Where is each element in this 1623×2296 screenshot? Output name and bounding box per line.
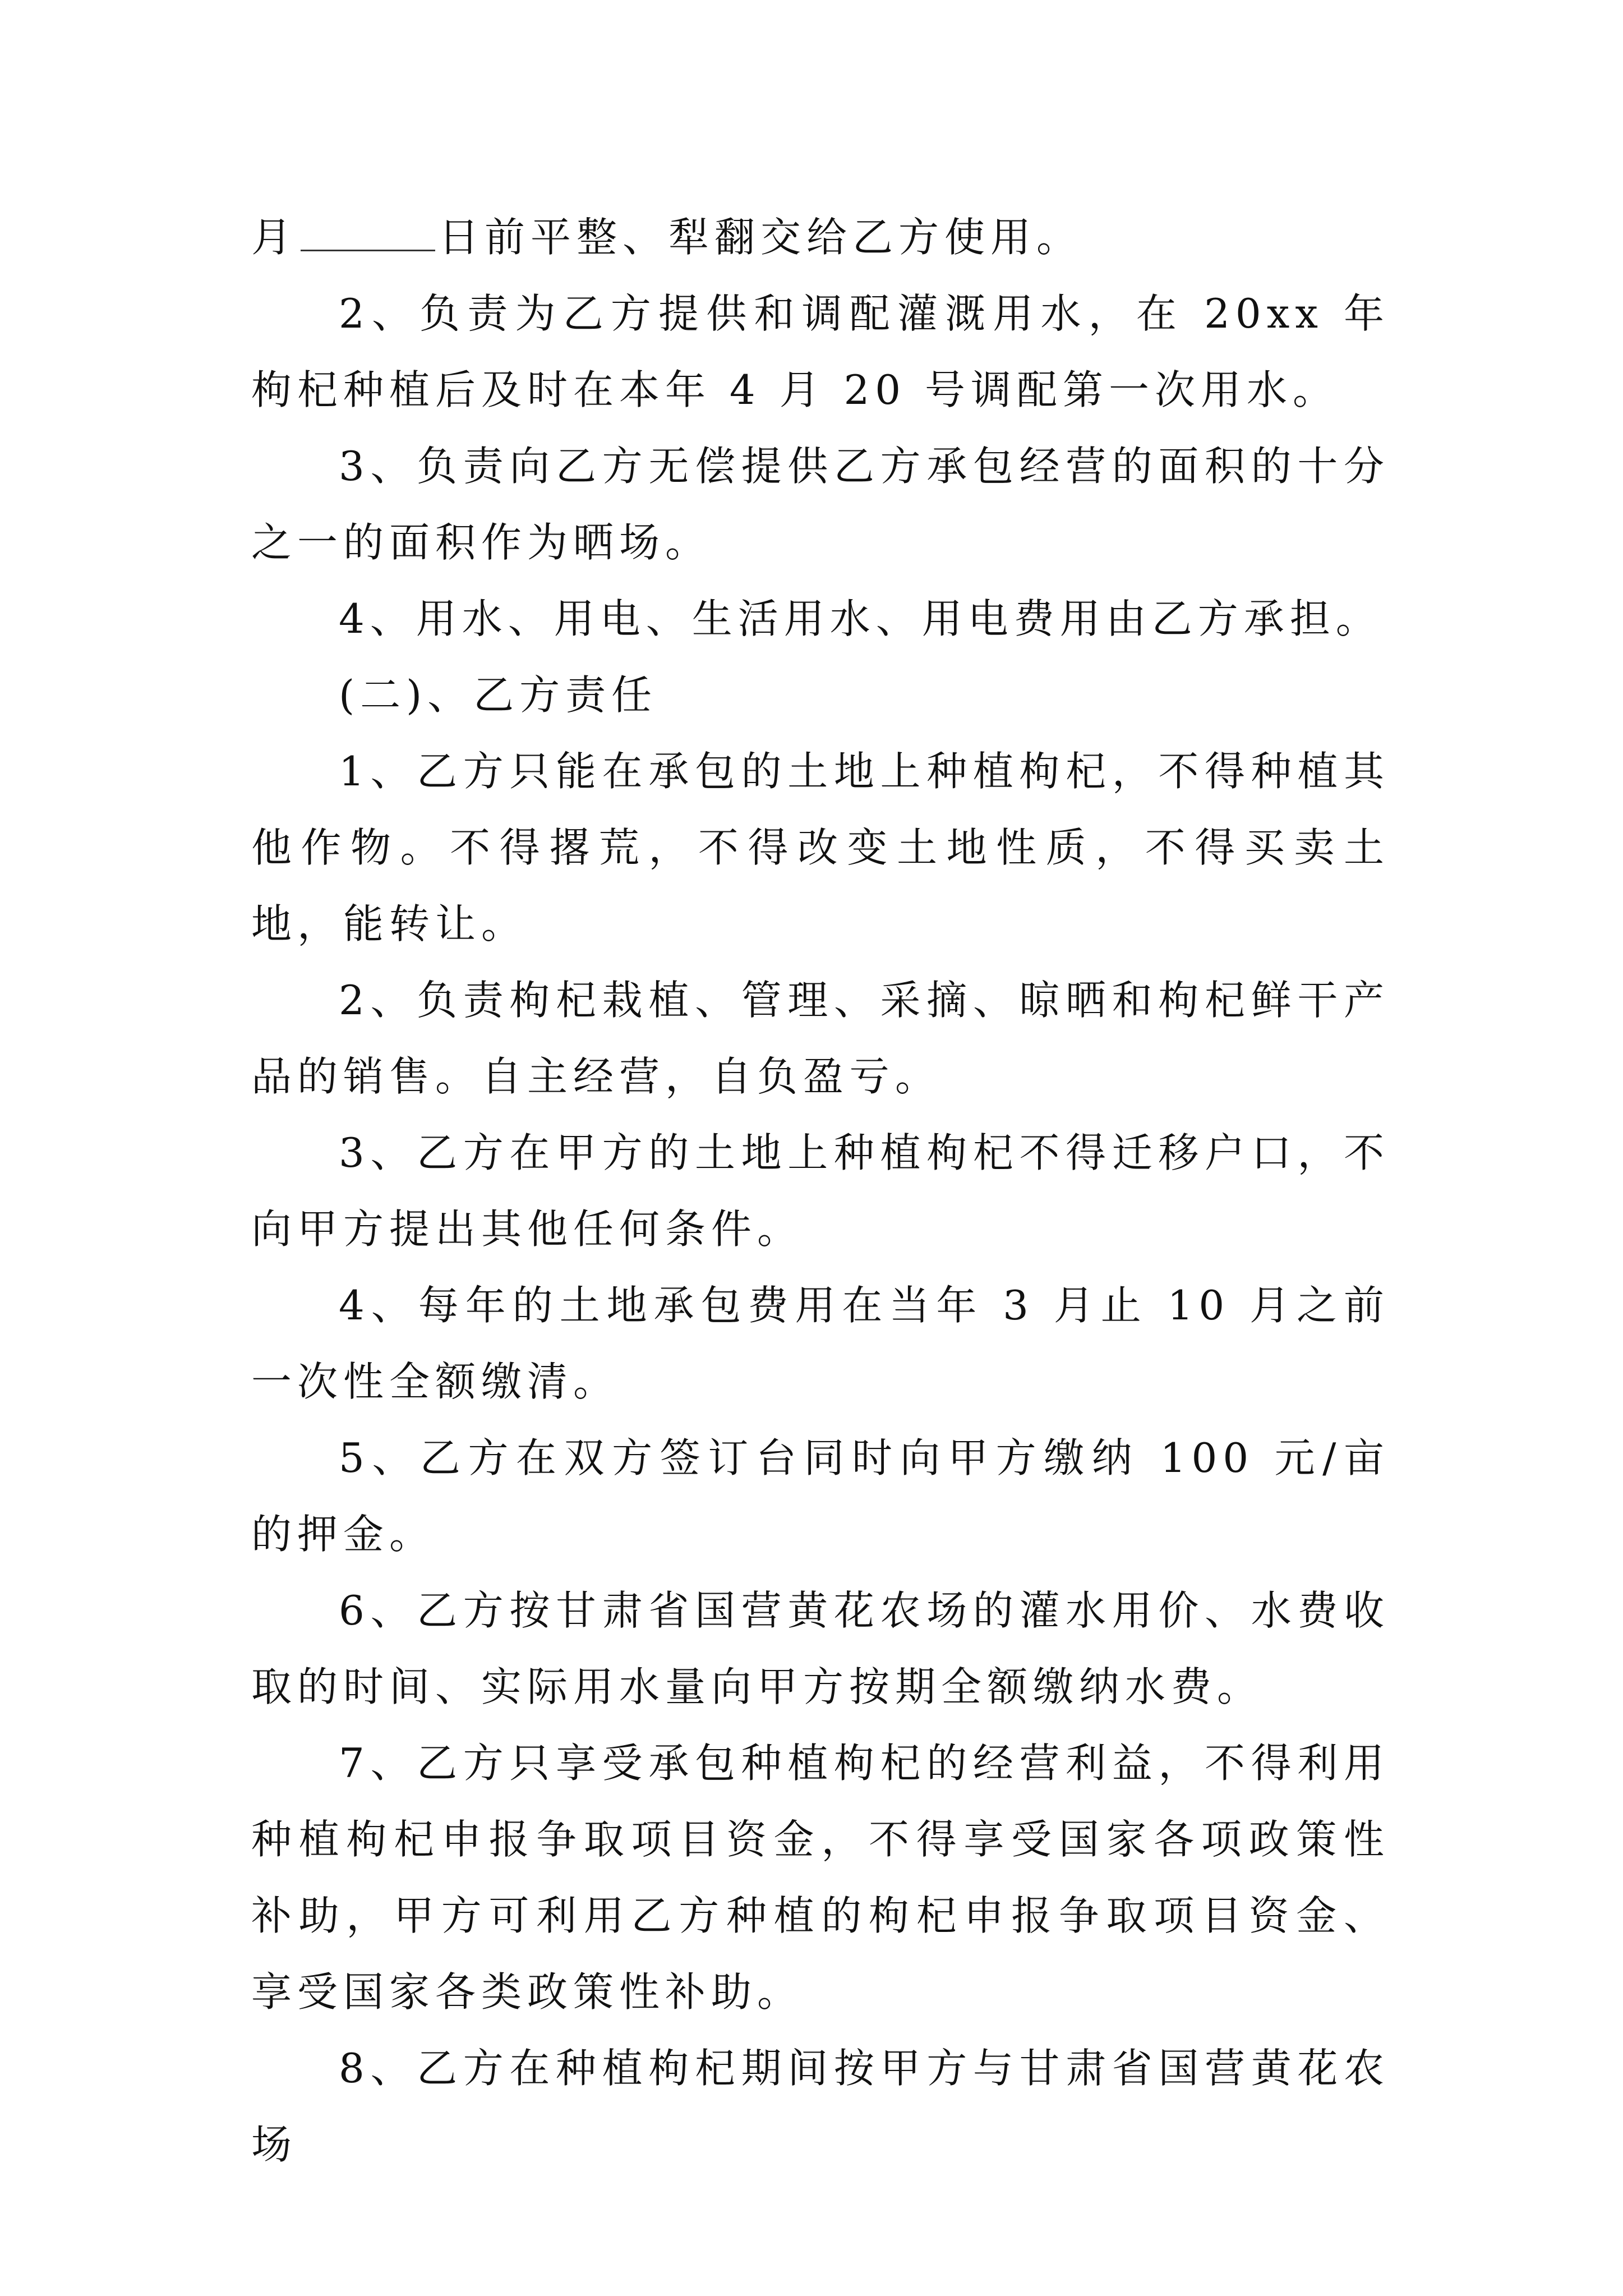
fill-in-blank	[301, 214, 435, 251]
paragraph-annual-fee: 4、每年的土地承包费用在当年 3 月止 10 月之前一次性全额缴清。	[251, 1282, 1390, 1405]
paragraph-planting-period: 8、乙方在种植枸杞期间按甲方与甘肃省国营黄花农场	[251, 2045, 1390, 2168]
section-heading-party-b: (二)、乙方责任	[339, 671, 658, 719]
paragraph-drying-field: 3、负责向乙方无偿提供乙方承包经营的面积的十分之一的面积作为晒场。	[251, 443, 1390, 566]
paragraph-irrigation-water: 2、负责为乙方提供和调配灌溉用水，在 20xx 年枸杞种植后及时在本年 4 月 20 号调配第一次用水。	[251, 290, 1390, 413]
paragraph-deposit: 5、乙方在双方签订台同时向甲方缴纳 100 元/亩的押金。	[251, 1434, 1390, 1558]
paragraph-utility-costs: 4、用水、用电、生活用水、用电费用由乙方承担。	[339, 595, 1382, 642]
text-handover: 日前平整、犁翻交给乙方使用。	[439, 214, 1083, 261]
paragraph-water-fee: 6、乙方按甘肃省国营黄花农场的灌水用价、水费收取的时间、实际用水量向甲方按期全额缴纳水费。	[251, 1587, 1390, 1710]
paragraph-management-sales: 2、负责枸杞栽植、管理、采摘、晾晒和枸杞鲜干产品的销售。自主经营，自负盈亏。	[251, 977, 1390, 1100]
paragraph-continuation	[251, 199, 1390, 275]
document-body	[251, 199, 1390, 2183]
paragraph-household-registration: 3、乙方在甲方的土地上种植枸杞不得迁移户口，不向甲方提出其他任何条件。	[251, 1129, 1390, 1253]
paragraph-subsidies: 7、乙方只享受承包种植枸杞的经营利益，不得利用种植枸杞申报争取项目资金，不得享受国家各项政策性补助，甲方可利用乙方种植的枸杞申报争取项目资金、享受国家各类政策性补助。	[251, 1740, 1390, 2016]
paragraph-land-use: 1、乙方只能在承包的土地上种植枸杞，不得种植其他作物。不得撂荒，不得改变土地性质，不得买卖土地，能转让。	[251, 748, 1390, 947]
text-month: 月	[251, 214, 298, 261]
